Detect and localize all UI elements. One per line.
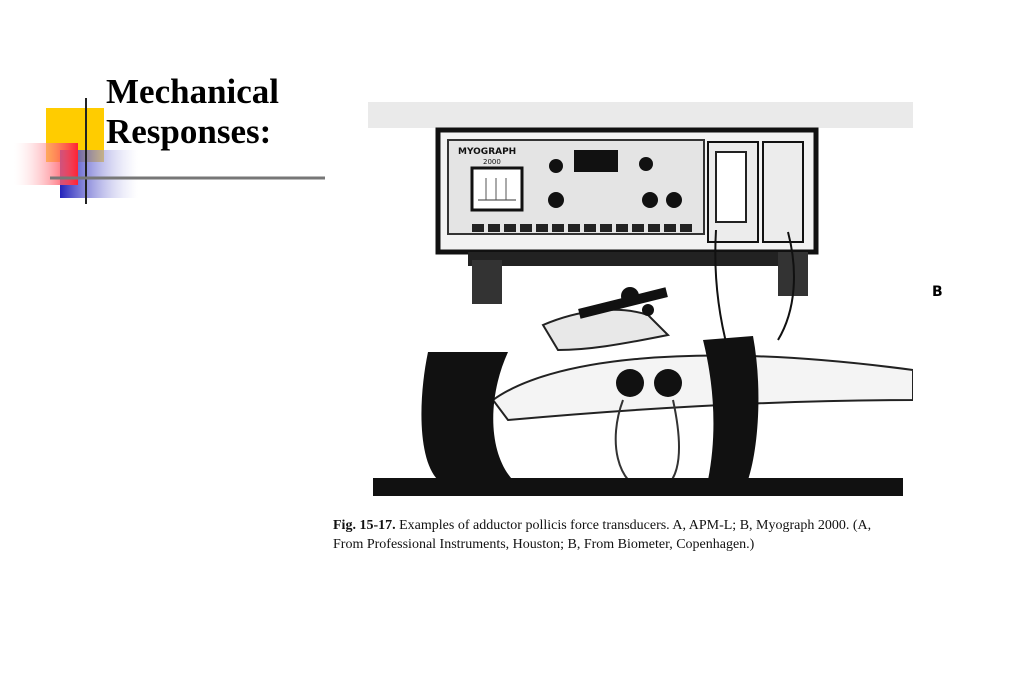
device-display xyxy=(472,168,522,210)
device-brand-label: MYOGRAPH xyxy=(458,147,517,157)
myograph-photo xyxy=(368,100,913,502)
figure-caption-label: Fig. 15-17. xyxy=(333,518,396,533)
figure-caption-line-2: From Professional Instruments, Houston; B, From Biometer, Copenhagen.) xyxy=(333,537,755,552)
slide-title xyxy=(106,72,279,152)
figure-caption-line-1 xyxy=(333,516,973,535)
slide-title-line-1: Mechanical xyxy=(106,72,280,111)
device-readout xyxy=(574,150,618,172)
figure-caption-text-1: Examples of adductor pollicis force transducers. A, APM-L; B, Myograph 2000. (A, xyxy=(399,518,872,533)
electrode-1 xyxy=(616,369,644,397)
device-model-label: 2000 xyxy=(483,158,501,166)
figure-panel-label: B xyxy=(932,284,943,300)
electrode-2 xyxy=(654,369,682,397)
slide-title-line-2: Responses: xyxy=(106,112,272,151)
figure-caption xyxy=(333,516,973,554)
